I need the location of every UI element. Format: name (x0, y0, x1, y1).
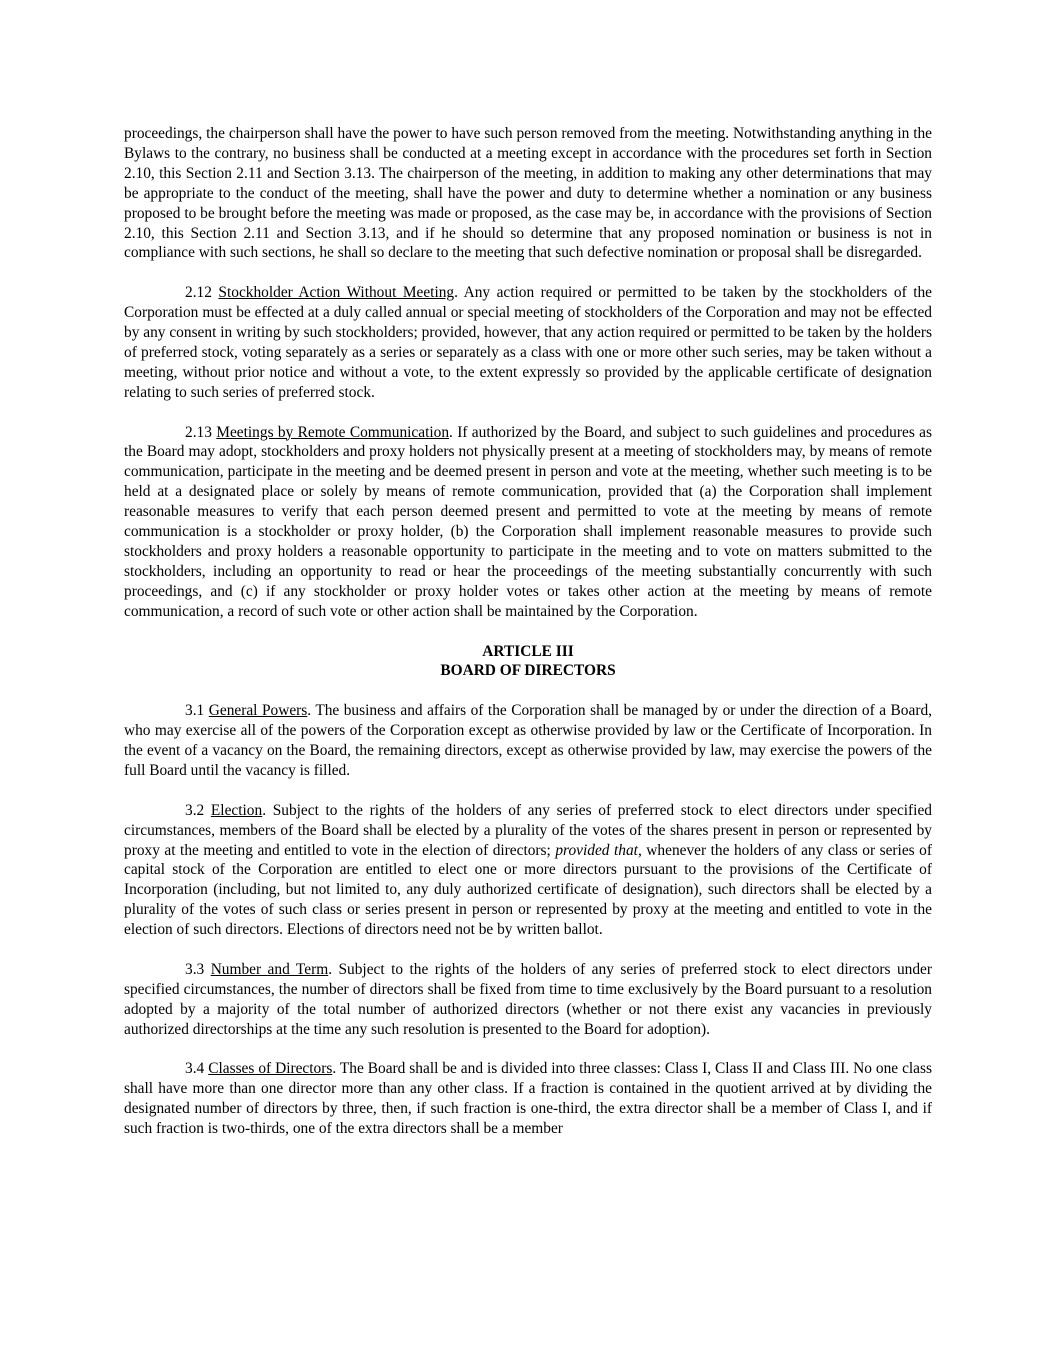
section-body: . Any action required or permitted to be taken by the stockholders of the Corporation must be effected at a duly called annual or special meeting of stockholders of the Corporation and may not be effected by any consent in writing by such stockholders; provided, however, that any action required or permitted to be taken by the holders of preferred stock, voting separately as a series or separately as a class with one or more other such series, may be taken without a meeting, without prior notice and without a vote, to the extent expressly so provided by the applicable certificate of designation relating to such series of preferred stock. (124, 284, 932, 401)
section-body: . Subject to the rights of the holders of any series of preferred stock to elect directors under specified circumstances, the number of directors shall be fixed from time to time exclusively by the Board pursuant to a resolution adopted by a majority of the total number of authorized directors (whether or not there exist any vacancies in previously authorized directorships at the time any such resolution is presented to the Board for adoption). (124, 960, 932, 1038)
section-body-part-a: . Subject to the rights of the holders of any series of preferred stock to elect directors under specified circumstances, members of the Board shall be elected by a plurality of the votes of the shares present in person or represented by proxy at the meeting and entitled to vote in the election of directors; (124, 801, 932, 859)
section-title: Classes of Directors (208, 1060, 333, 1078)
section-number: 3.1 (185, 702, 205, 720)
document-page (124, 124, 932, 1159)
section-title: Number and Term (210, 960, 329, 978)
section-body: . If authorized by the Board, and subject to such guidelines and procedures as the Board may adopt, stockholders and proxy holders not physically present at a meeting of stockholders may, by means of remote communication, participate in the meeting and be deemed present in person and vote at the meeting, whether such meeting is to be held at a designated place or solely by means of remote communication, provided that (a) the Corporation shall implement reasonable measures to verify that each person deemed present and permitted to vote at the meeting by means of remote communication is a stockholder or proxy holder, (b) the Corporation shall implement reasonable measures to provide such stockholders and proxy holders a reasonable opportunity to participate in the meeting and to vote on matters submitted to the stockholders, including an opportunity to read or hear the proceedings of the meeting substantially concurrently with such proceedings, and (c) if any stockholder or proxy holder votes or takes other action at the meeting by means of remote communication, a record of such vote or other action shall be maintained by the Corporation. (124, 423, 932, 620)
section-2-12 (124, 283, 932, 402)
article-number: ARTICLE III (482, 642, 574, 660)
article-heading (124, 642, 932, 682)
paragraph-continuation (124, 124, 932, 263)
section-title: Meetings by Remote Communication (216, 423, 450, 441)
section-3-2 (124, 801, 932, 940)
paragraph-text: proceedings, the chairperson shall have the power to have such person removed from the meeting. Notwithstanding anything in the Bylaws to the contrary, no business shall be conducted at a meeting except in accordance with the procedures set forth in Section 2.10, this Section 2.11 and Section 3.13. The chairperson of the meeting, in addition to making any other determinations that may be appropriate to the conduct of the meeting, shall have the power and duty to determine whether a nomination or any business proposed to be brought before the meeting was made or proposed, as the case may be, in accordance with the provisions of Section 2.10, this Section 2.11 and Section 3.13, and if he should so determine that any proposed nomination or business is not in compliance with such sections, he shall so declare to the meeting that such defective nomination or proposal shall be disregarded. (124, 125, 932, 262)
section-3-3 (124, 960, 932, 1040)
section-3-1 (124, 701, 932, 781)
section-title: General Powers (208, 702, 308, 720)
section-body-part-b: , whenever the holders of any class or series of capital stock of the Corporation are entitled to elect one or more directors pursuant to the provisions of the Certificate of Incorporation (including, but not limited to, any duly authorized certificate of designation), such directors shall be elected by a plurality of the votes of such class or series present in person or represented by proxy at the meeting and entitled to vote in the election of such directors. Elections of directors need not be by written ballot. (124, 841, 932, 939)
section-body: . The Board shall be and is divided into three classes: Class I, Class II and Class III. No one class shall have more than one director more than any other class. If a fraction is contained in the quotient arrived at by dividing the designated number of directors by three, then, if such fraction is one-third, the extra director shall be a member of Class I, and if such fraction is two-thirds, one of the extra directors shall be a member (124, 1060, 932, 1138)
section-body: . The business and affairs of the Corporation shall be managed by or under the direction of a Board, who may exercise all of the powers of the Corporation except as otherwise provided by law or the Certificate of Incorporation. In the event of a vacancy on the Board, the remaining directors, except as otherwise provided by law, may exercise the powers of the full Board until the vacancy is filled. (124, 702, 932, 779)
section-number: 2.13 (185, 423, 212, 441)
section-2-13 (124, 423, 932, 622)
section-body-italic: provided that (555, 841, 638, 859)
section-number: 2.12 (185, 284, 212, 302)
section-number: 3.3 (185, 960, 205, 978)
section-number: 3.4 (185, 1060, 205, 1078)
section-3-4 (124, 1059, 932, 1139)
article-title: BOARD OF DIRECTORS (440, 662, 616, 680)
section-number: 3.2 (185, 801, 205, 819)
section-title: Stockholder Action Without Meeting (218, 284, 455, 302)
section-title: Election (210, 801, 263, 819)
